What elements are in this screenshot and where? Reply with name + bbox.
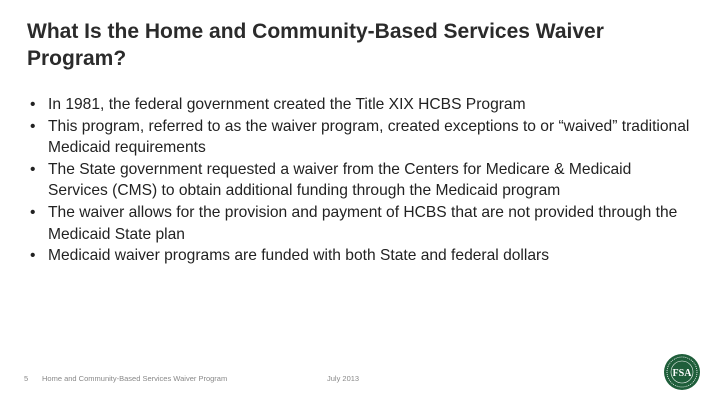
bullet-icon: • [30, 160, 36, 178]
bullet-text: The State government requested a waiver from the Centers for Medicare & Medicaid Services (CMS) to obtain additional funding through the Medicaid program [48, 160, 632, 200]
slide-title: What Is the Home and Community-Based Services Waiver Program? [27, 20, 604, 70]
bullet-icon: • [30, 96, 36, 113]
bullet-item [30, 94, 690, 116]
bullet-text: Medicaid waiver programs are funded with both State and federal dollars [48, 247, 550, 265]
bullet-list [30, 94, 690, 267]
bullet-text: In 1981, the federal government created the Title XIX HCBS Program [48, 96, 526, 113]
page-number: 5 [24, 374, 29, 383]
bullet-icon: • [30, 117, 36, 135]
bullet-item [30, 202, 690, 245]
bullet-item [30, 159, 690, 202]
bullet-text: The waiver allows for the provision and payment of HCBS that are not provided through the Medicaid State plan [48, 203, 678, 243]
footer-date: July 2013 [327, 374, 360, 383]
svg-text:FSA: FSA [672, 368, 692, 379]
bullet-text: This program, referred to as the waiver program, created exceptions to or “waived” traditional Medicaid requirements [48, 117, 690, 157]
fsa-seal-logo-icon [663, 353, 701, 391]
footer-title: Home and Community-Based Services Waiver Program [42, 374, 228, 383]
bullet-item [30, 116, 690, 159]
bullet-icon: • [30, 203, 36, 221]
bullet-icon: • [30, 247, 36, 265]
bullet-item [30, 245, 690, 267]
